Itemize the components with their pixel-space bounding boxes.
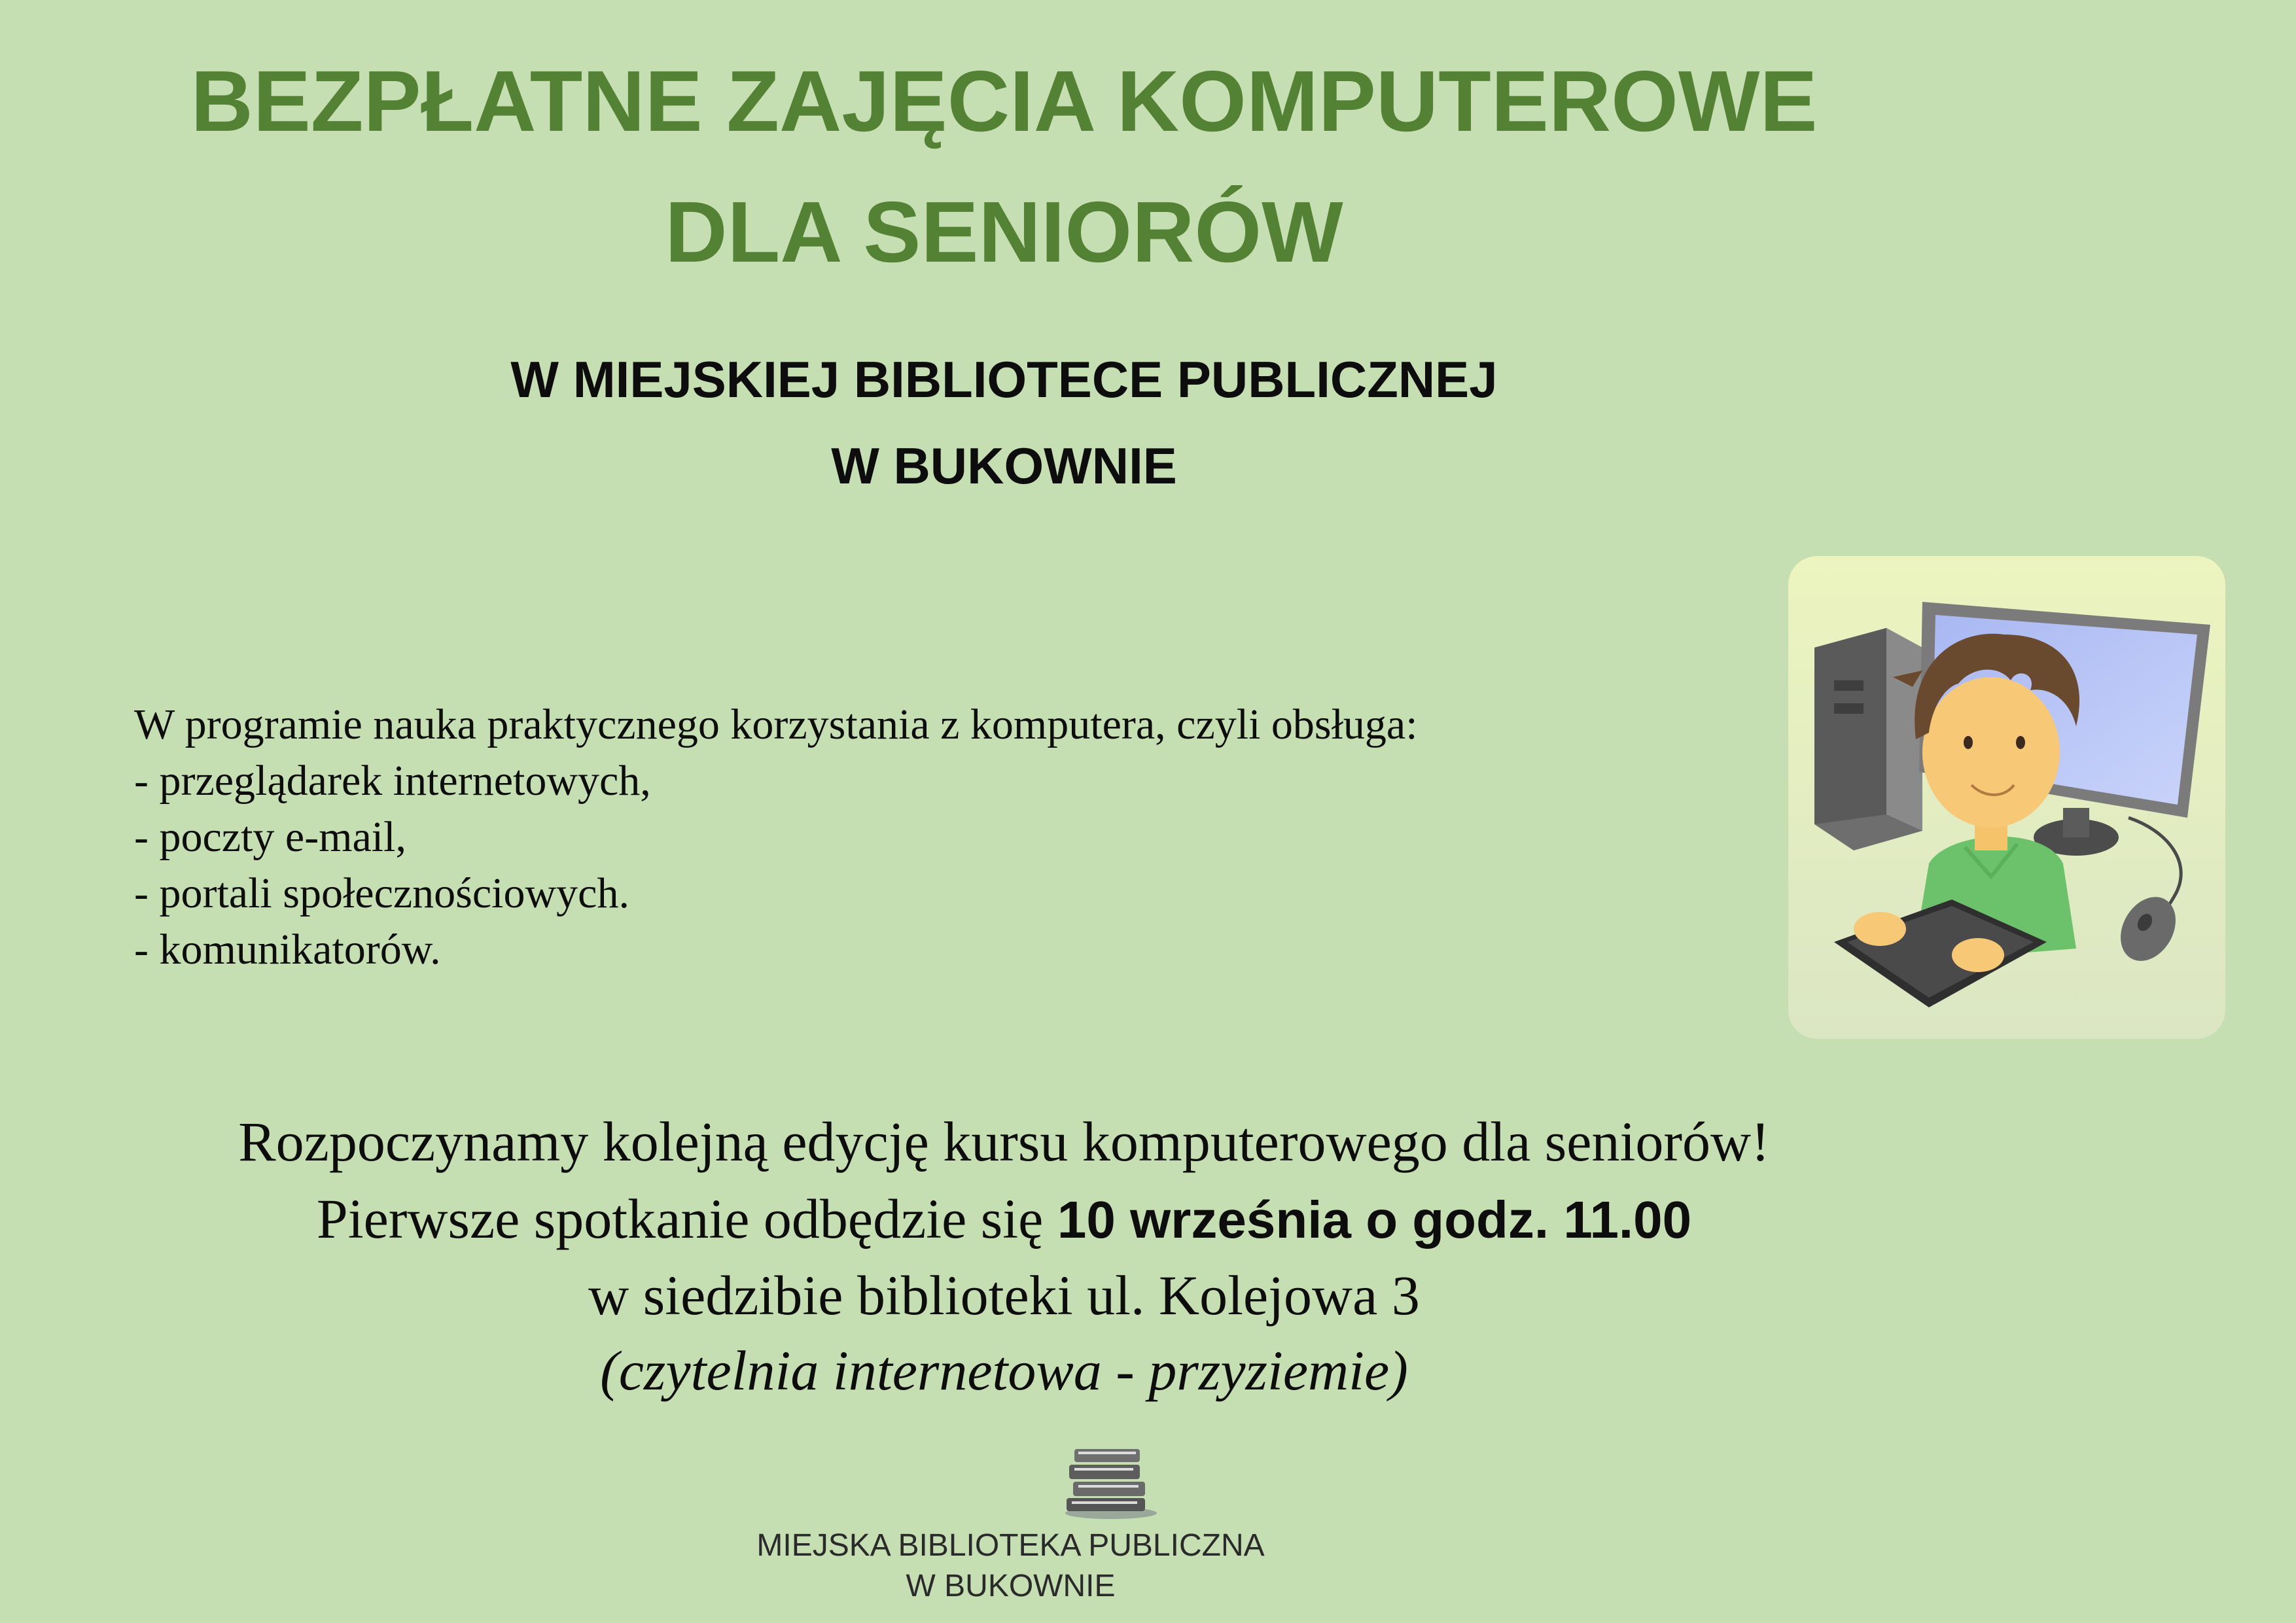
subtitle-line-1: W MIEJSKIEJ BIBLIOTECE PUBLICZNEJ [510, 351, 1498, 408]
announcement-line-3: w siedzibie biblioteki ul. Kolejowa 3 [588, 1264, 1420, 1327]
book-stack-logo-icon [1060, 1442, 1158, 1521]
program-description [134, 697, 1418, 978]
person-at-computer-icon [1788, 556, 2225, 1039]
announcement-line-2-text: Pierwsze spotkanie odbędzie się [316, 1187, 1057, 1250]
poster-title-line-1: BEZPŁATNE ZAJĘCIA KOMPUTEROWE [190, 53, 1818, 149]
meeting-date-time: 10 września o godz. 11.00 [1057, 1191, 1692, 1249]
program-item: - portali społecznościowych. [134, 869, 629, 917]
announcement-line-4: (czytelnia internetowa - przyziemie) [600, 1339, 1408, 1402]
subtitle-line-2: W BUKOWNIE [831, 437, 1177, 495]
program-item: - poczty e-mail, [134, 813, 406, 861]
library-name-line-2: W BUKOWNIE [906, 1569, 1116, 1603]
announcement-line-2 [0, 1183, 2152, 1256]
program-item: - przeglądarek internetowych, [134, 757, 651, 805]
program-intro: W programie nauka praktycznego korzystania z komputera, czyli obsługa: [134, 701, 1418, 748]
program-item: - komunikatorów. [134, 926, 441, 973]
library-name-line-1: MIEJSKA BIBLIOTEKA PUBLICZNA [756, 1528, 1265, 1563]
announcement-line-1: Rozpoczynamy kolejną edycję kursu komputerowego dla seniorów! [238, 1110, 1770, 1173]
poster-title-line-2: DLA SENIORÓW [665, 184, 1343, 280]
